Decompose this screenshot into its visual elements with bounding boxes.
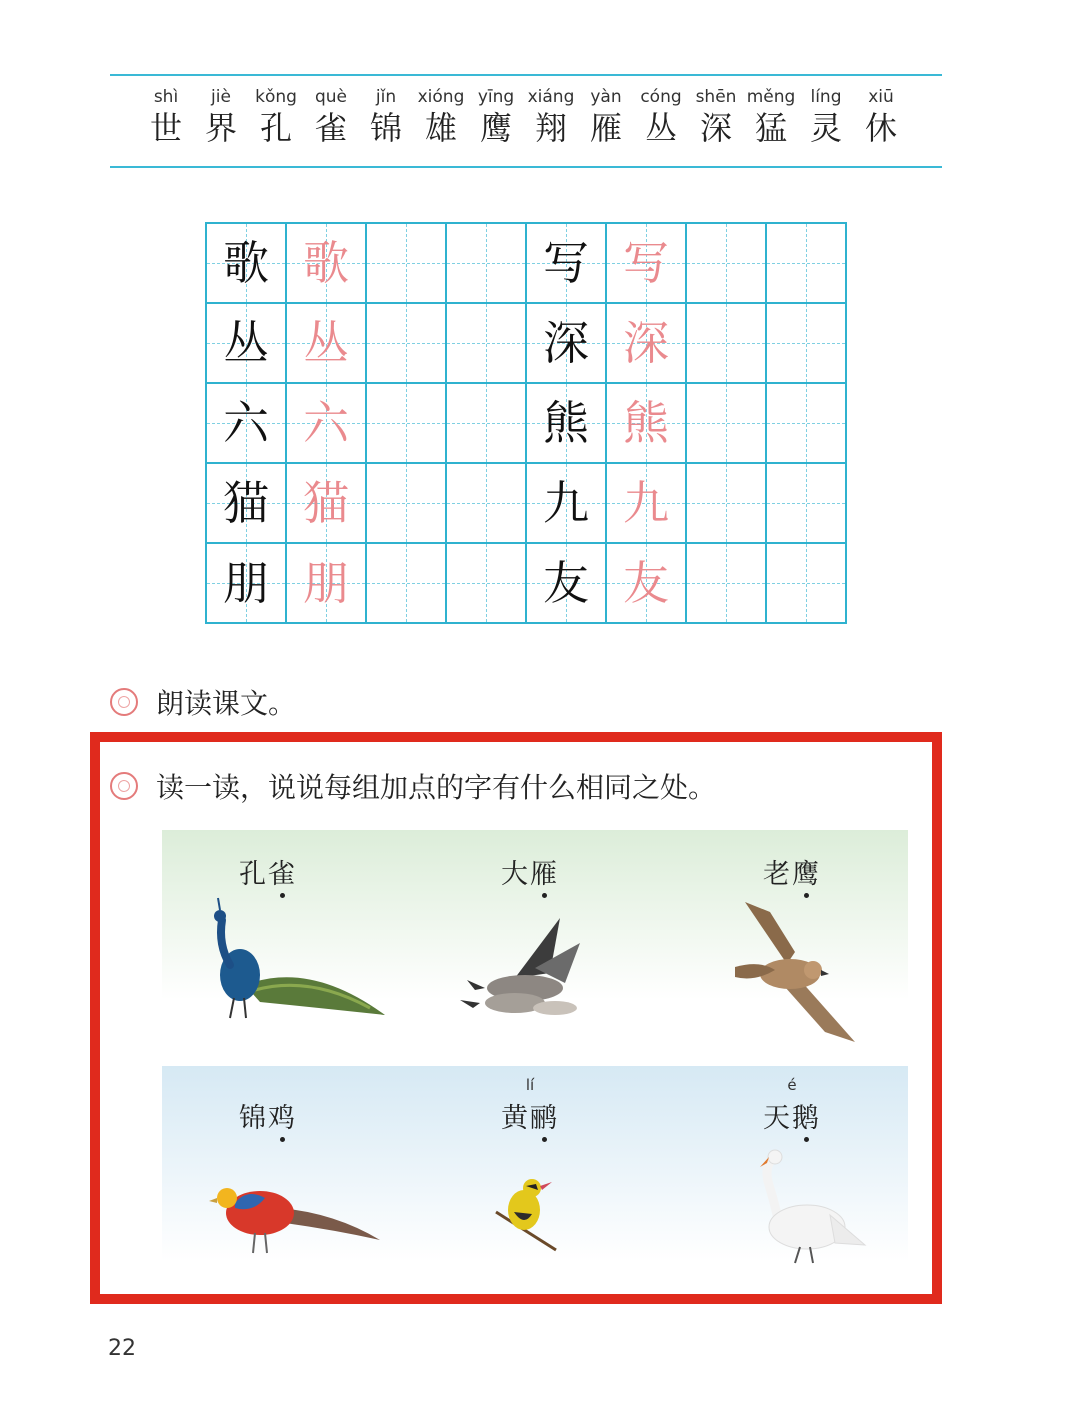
- grid-row: [206, 223, 846, 303]
- vocab-pinyin: què: [314, 87, 348, 107]
- tracing-character: 六: [303, 396, 349, 450]
- grid-cell: [606, 223, 686, 303]
- vocab-item: [798, 86, 854, 148]
- tracing-character: 九: [623, 476, 669, 530]
- oriole-image: [494, 1172, 558, 1252]
- vocab-pinyin: jǐn: [375, 87, 397, 107]
- grid-cell: [766, 223, 846, 303]
- grid-row: [206, 303, 846, 383]
- vocabulary-strip: [110, 74, 942, 168]
- vocab-hanzi: 鹰: [479, 109, 512, 147]
- vocab-pinyin: yīng: [477, 87, 515, 107]
- model-character: 九: [543, 476, 589, 530]
- bird-name: 黄鹂: [501, 1103, 559, 1134]
- seal-icon: [110, 772, 138, 800]
- bird-name: 老鹰: [763, 859, 821, 890]
- vocab-item: [853, 86, 909, 148]
- instruction-text: 读一读，说说每组加点的字有什么相同之处。: [156, 771, 717, 804]
- vocab-item: [468, 86, 524, 148]
- tracing-character: 猫: [303, 476, 349, 530]
- bird-label-swan: [692, 1076, 892, 1142]
- tracing-character: 写: [623, 236, 669, 290]
- vocab-item: [193, 86, 249, 148]
- grid-cell: [286, 543, 366, 623]
- grid-row: [206, 463, 846, 543]
- grid-cell: [286, 223, 366, 303]
- grid-cell: [766, 303, 846, 383]
- bird-label-wild-goose: [430, 832, 630, 898]
- grid-cell: [206, 463, 286, 543]
- tracing-character: 歌: [303, 236, 349, 290]
- grid-cell: [366, 223, 446, 303]
- bird-label-eagle: [692, 832, 892, 898]
- vocab-hanzi: 丛: [644, 109, 677, 147]
- instruction-read-compare: [110, 766, 716, 806]
- grid-cell: [206, 383, 286, 463]
- vocab-hanzi: 雀: [314, 109, 347, 147]
- writing-grid: [205, 222, 847, 624]
- grid-cell: [686, 543, 766, 623]
- vocab-hanzi: 休: [864, 109, 897, 147]
- vocab-item: [358, 86, 414, 148]
- model-character: 熊: [543, 396, 589, 450]
- grid-cell: [606, 303, 686, 383]
- wild-goose-image: [455, 908, 595, 1023]
- grid-cell: [766, 543, 846, 623]
- grid-cell: [206, 223, 286, 303]
- grid-cell: [446, 463, 526, 543]
- writing-grid-table: [205, 222, 847, 624]
- vocab-hanzi: 世: [149, 109, 182, 147]
- vocab-item: [743, 86, 799, 148]
- tracing-character: 朋: [303, 556, 349, 610]
- vocab-pinyin: shēn: [695, 87, 737, 107]
- vocab-pinyin: yàn: [590, 87, 622, 107]
- grid-cell: [366, 303, 446, 383]
- vocab-item: [688, 86, 744, 148]
- vocab-item: [578, 86, 634, 148]
- emphasis-dot: [542, 893, 547, 898]
- bird-pinyin: lí: [525, 1076, 535, 1094]
- grid-cell: [766, 383, 846, 463]
- bird-name: 大雁: [501, 859, 559, 890]
- vocab-pinyin: jiè: [211, 87, 231, 107]
- peacock-image: [200, 890, 390, 1025]
- grid-cell: [526, 223, 606, 303]
- grid-cell: [526, 383, 606, 463]
- page-number: 22: [108, 1336, 136, 1361]
- grid-cell: [446, 543, 526, 623]
- model-character: 友: [543, 556, 589, 610]
- grid-cell: [686, 383, 766, 463]
- bird-label-peacock: [168, 832, 368, 898]
- swan-image: [755, 1145, 870, 1265]
- vocab-hanzi: 界: [204, 109, 237, 147]
- grid-cell: [526, 543, 606, 623]
- vocab-pinyin: xiū: [868, 87, 894, 107]
- tracing-character: 丛: [303, 316, 349, 370]
- grid-cell: [446, 223, 526, 303]
- vocab-hanzi: 锦: [369, 109, 402, 147]
- grid-cell: [526, 463, 606, 543]
- grid-cell: [686, 463, 766, 543]
- bird-pinyin: é: [787, 1076, 797, 1094]
- vocab-pinyin: líng: [810, 87, 842, 107]
- grid-cell: [446, 303, 526, 383]
- vocab-pinyin: kǒng: [255, 87, 297, 107]
- vocab-pinyin: xióng: [417, 87, 465, 107]
- seal-icon: [110, 688, 138, 716]
- grid-cell: [286, 463, 366, 543]
- grid-cell: [366, 543, 446, 623]
- vocab-item: [248, 86, 304, 148]
- vocab-hanzi: 雁: [589, 109, 622, 147]
- bird-pinyin: [692, 832, 892, 852]
- grid-cell: [366, 463, 446, 543]
- model-character: 歌: [223, 236, 269, 290]
- vocab-hanzi: 猛: [754, 109, 787, 147]
- vocab-item: [138, 86, 194, 148]
- vocab-pinyin: cóng: [640, 87, 682, 107]
- model-character: 六: [223, 396, 269, 450]
- vocab-pinyin: shì: [153, 87, 179, 107]
- bird-name: 孔雀: [239, 859, 297, 890]
- model-character: 丛: [223, 316, 269, 370]
- vocab-item: [303, 86, 359, 148]
- vocab-hanzi: 深: [699, 109, 732, 147]
- model-character: 深: [543, 316, 589, 370]
- vocab-item: [633, 86, 689, 148]
- bird-pinyin: [168, 832, 368, 852]
- grid-cell: [286, 303, 366, 383]
- grid-cell: [206, 303, 286, 383]
- tracing-character: 友: [623, 556, 669, 610]
- vocab-hanzi: 灵: [809, 109, 842, 147]
- model-character: 写: [543, 236, 589, 290]
- instruction-read-aloud: [110, 682, 296, 722]
- vocab-item: [523, 86, 579, 148]
- bird-label-oriole: [430, 1076, 630, 1142]
- vocab-hanzi: 孔: [259, 109, 292, 147]
- grid-cell: [366, 383, 446, 463]
- grid-row: [206, 543, 846, 623]
- model-character: 朋: [223, 556, 269, 610]
- vocab-pinyin: měng: [746, 87, 796, 107]
- golden-pheasant-image: [205, 1168, 385, 1258]
- grid-cell: [206, 543, 286, 623]
- grid-cell: [606, 543, 686, 623]
- bird-name: 锦鸡: [239, 1103, 297, 1134]
- grid-cell: [766, 463, 846, 543]
- vocab-pinyin: xiáng: [527, 87, 575, 107]
- grid-cell: [286, 383, 366, 463]
- grid-cell: [606, 383, 686, 463]
- eagle-image: [725, 892, 865, 1047]
- tracing-character: 深: [623, 316, 669, 370]
- emphasis-dot: [804, 1137, 809, 1142]
- grid-cell: [686, 303, 766, 383]
- grid-cell: [606, 463, 686, 543]
- grid-cell: [686, 223, 766, 303]
- instruction-text: 朗读课文。: [156, 687, 297, 720]
- emphasis-dot: [542, 1137, 547, 1142]
- emphasis-dot: [280, 1137, 285, 1142]
- model-character: 猫: [223, 476, 269, 530]
- grid-row: [206, 383, 846, 463]
- grid-cell: [446, 383, 526, 463]
- bird-label-golden-pheasant: [168, 1076, 368, 1142]
- tracing-character: 熊: [623, 396, 669, 450]
- bird-pinyin: [430, 832, 630, 852]
- grid-cell: [526, 303, 606, 383]
- vocab-hanzi: 雄: [424, 109, 457, 147]
- vocab-item: [413, 86, 469, 148]
- vocab-hanzi: 翔: [534, 109, 567, 147]
- bird-pinyin: [168, 1076, 368, 1096]
- bird-name: 天鹅: [763, 1103, 821, 1134]
